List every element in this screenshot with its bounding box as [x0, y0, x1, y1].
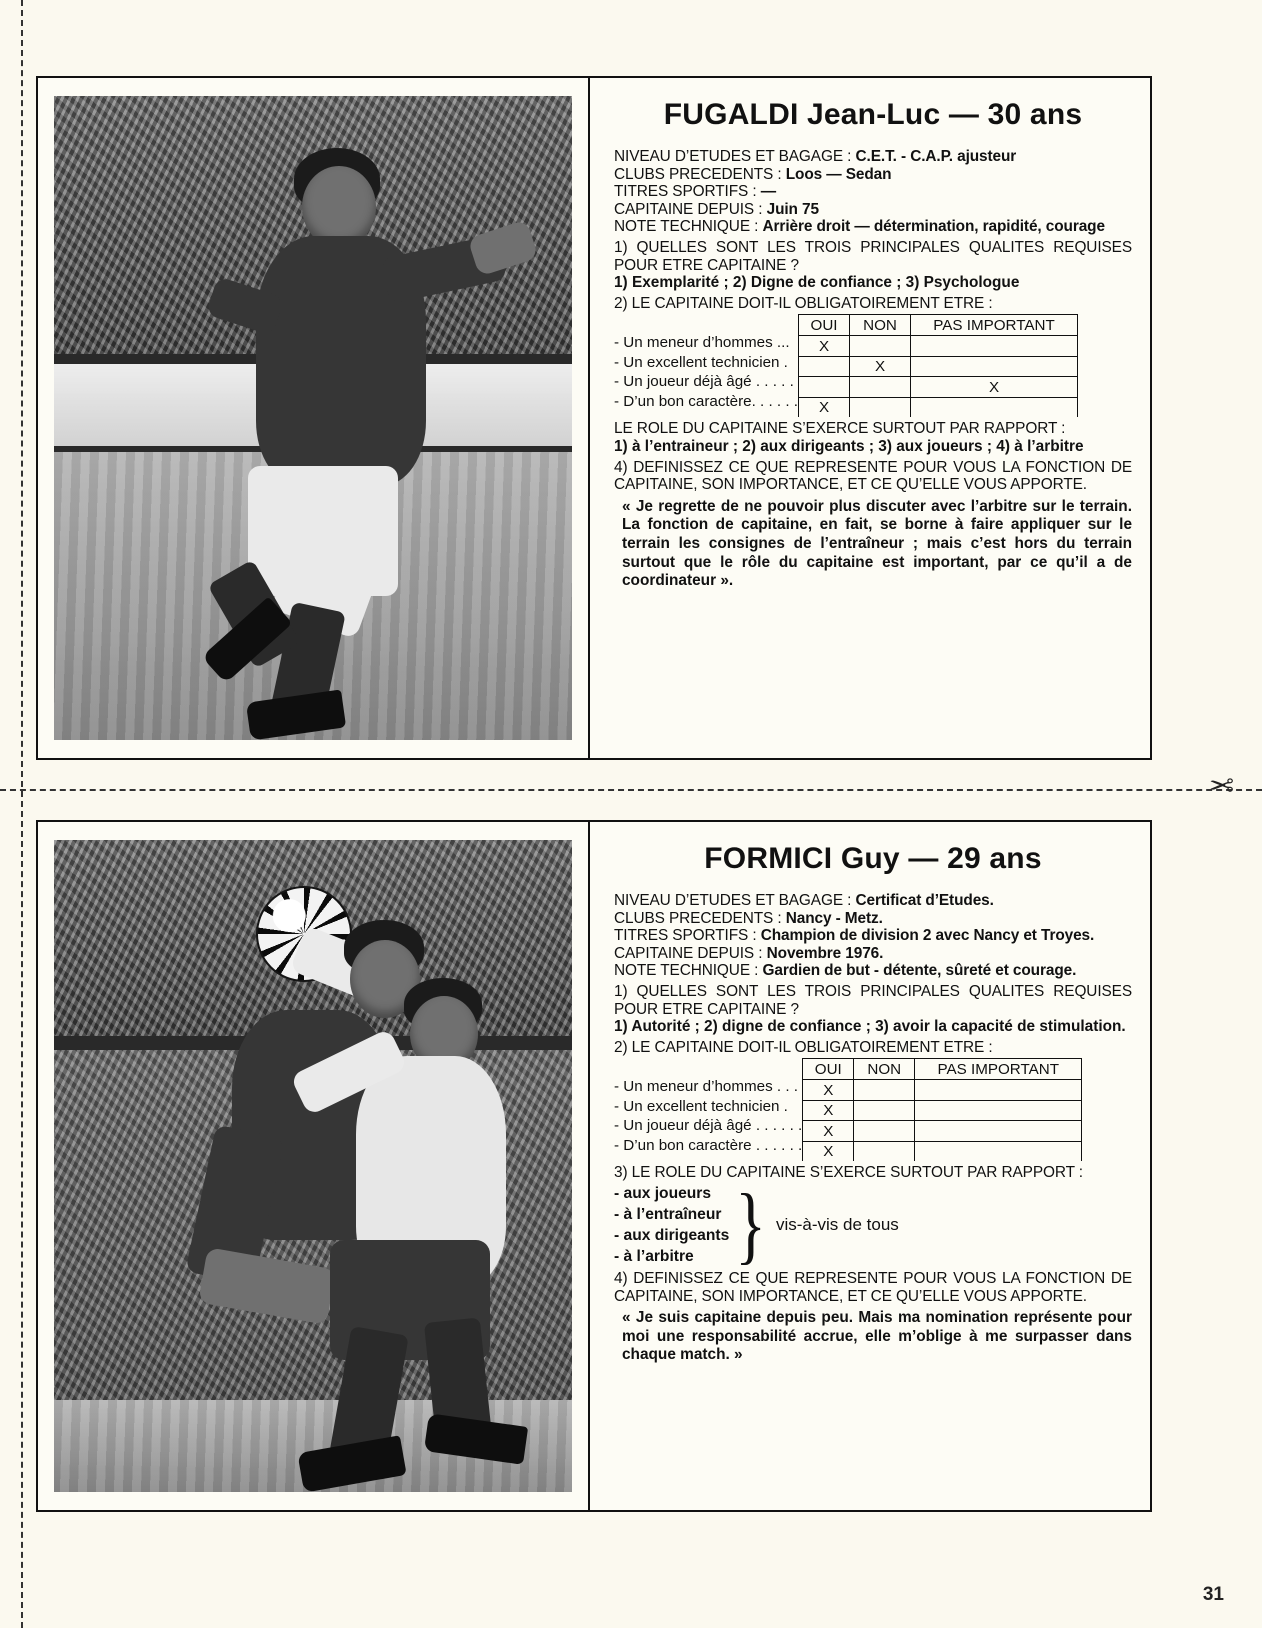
- player-photo-formici: [54, 840, 572, 1492]
- col-header-oui: OUI: [799, 315, 850, 336]
- col-header-non: NON: [854, 1059, 915, 1080]
- col-header-oui: OUI: [803, 1059, 854, 1080]
- cell-non[interactable]: [850, 356, 911, 377]
- table-row: [803, 1080, 1082, 1101]
- photo-figure: [144, 860, 504, 1492]
- player-name: [614, 98, 1132, 132]
- player-name: [614, 842, 1132, 876]
- field-note-technique: NOTE TECHNIQUE : Gardien de but - détente, sûreté et courage.: [614, 962, 1077, 980]
- page-number: 31: [1202, 1584, 1224, 1605]
- player-card-formici: [36, 820, 1152, 1512]
- cell-pas-important[interactable]: [915, 1141, 1082, 1161]
- cell-oui[interactable]: [803, 1100, 854, 1121]
- cell-pas-important[interactable]: [911, 397, 1078, 417]
- table-row: [799, 356, 1078, 377]
- cell-non[interactable]: [850, 377, 911, 398]
- photo-figure: [184, 136, 494, 736]
- criteria-table: [802, 1058, 1082, 1161]
- question-1: 1) QUELLES SONT LES TROIS PRINCIPALES QUALITES REQUISES POUR ETRE CAPITAINE ?: [614, 238, 1132, 274]
- cell-pas-important[interactable]: [911, 336, 1078, 357]
- question-3: 3) LE ROLE DU CAPITAINE S’EXERCE SURTOUT PAR RAPPORT :: [614, 1164, 1083, 1182]
- table-row: [803, 1121, 1082, 1142]
- player-info-formici: [590, 822, 1150, 1510]
- photo-pane: [38, 78, 590, 758]
- question-4: 4) DEFINISSEZ CE QUE REPRESENTE POUR VOUS LA FONCTION DE CAPITAINE, SON IMPORTANCE, ET CE QU’ELLE VOUS APPORTE.: [614, 1269, 1132, 1305]
- col-header-pas-important: PAS IMPORTANT: [915, 1059, 1082, 1080]
- criteria-labels: [614, 1058, 802, 1155]
- answer-1: 1) Exemplarité ; 2) Digne de confiance ; 3) Psychologue: [614, 274, 1020, 292]
- brace-list-item: - à l’entraîneur: [614, 1205, 722, 1223]
- player-quote: « Je suis capitaine depuis peu. Mais ma nomination représente pour moi une responsabilité accrue, elle m’oblige à me surpasser dans chaque match. »: [622, 1309, 1132, 1364]
- cell-oui[interactable]: [803, 1141, 854, 1161]
- field-niveau-etudes: NIVEAU D’ETUDES ET BAGAGE : Certificat d’Etudes.: [614, 892, 994, 909]
- cut-line-horizontal: [0, 789, 1262, 791]
- cut-line-vertical: [21, 0, 23, 1628]
- cell-non[interactable]: [854, 1121, 915, 1142]
- table-row: [799, 397, 1078, 417]
- player-age: — 29 ans: [908, 842, 1042, 875]
- player-quote: « Je regrette de ne pouvoir plus discuter avec l’arbitre sur le terrain. La fonction de capitaine, en fait, se borne à faire appliquer sur le terrain les consignes de l’entraîneur ; mais c’est hors du terrain surtout que le rôle du capitaine est important, par ce qu’il a de coordinateur ».: [622, 497, 1132, 590]
- cell-pas-important[interactable]: [915, 1080, 1082, 1101]
- criteria-label-row: - Un excellent technicien .: [614, 1097, 788, 1115]
- field-clubs-precedents: CLUBS PRECEDENTS : Loos — Sedan: [614, 165, 892, 183]
- player-given-name: Guy: [840, 842, 900, 875]
- question-3: LE ROLE DU CAPITAINE S’EXERCE SURTOUT PAR RAPPORT :: [614, 420, 1066, 438]
- brace-list-item: - aux joueurs: [614, 1184, 712, 1202]
- criteria-label-row: - Un meneur d’hommes . . .: [614, 1078, 799, 1096]
- col-header-non: NON: [850, 315, 911, 336]
- cell-oui[interactable]: [799, 397, 850, 417]
- player-surname: FUGALDI: [663, 98, 799, 131]
- criteria-labels: [614, 314, 798, 411]
- cell-pas-important[interactable]: [915, 1100, 1082, 1121]
- scissors-icon: ✂: [1208, 770, 1234, 803]
- criteria-label-row: - Un excellent technicien .: [614, 353, 788, 371]
- criteria-table: [798, 314, 1078, 417]
- criteria-label-row: - D’un bon caractère. . . . . .: [614, 392, 799, 410]
- brace-tail-label: vis-à-vis de tous: [775, 1214, 899, 1234]
- table-row: [803, 1141, 1082, 1161]
- question-4: 4) DEFINISSEZ CE QUE REPRESENTE POUR VOUS LA FONCTION DE CAPITAINE, SON IMPORTANCE, ET CE QU’ELLE VOUS APPORTE.: [614, 458, 1132, 494]
- cell-non[interactable]: [850, 397, 911, 417]
- cell-non[interactable]: [854, 1141, 915, 1161]
- player-age: — 30 ans: [948, 98, 1083, 131]
- field-titres-sportifs: TITRES SPORTIFS : —: [614, 183, 777, 201]
- cell-pas-important[interactable]: [915, 1121, 1082, 1142]
- criteria-label-row: - Un joueur déjà âgé . . . . . .: [614, 1117, 803, 1135]
- cell-non[interactable]: [854, 1080, 915, 1101]
- field-niveau-etudes: NIVEAU D’ETUDES ET BAGAGE : C.E.T. - C.A.P. ajusteur: [614, 148, 1017, 165]
- cell-pas-important[interactable]: [911, 356, 1078, 377]
- field-note-technique: NOTE TECHNIQUE : Arrière droit — détermination, rapidité, courage: [614, 218, 1105, 236]
- player-card-fugaldi: [36, 76, 1152, 760]
- player-info-fugaldi: [590, 78, 1150, 758]
- cell-oui[interactable]: [803, 1121, 854, 1142]
- curly-brace-icon: }: [735, 1176, 766, 1273]
- col-header-pas-important: PAS IMPORTANT: [911, 315, 1078, 336]
- role-brace-list: [614, 1176, 1132, 1273]
- cell-oui[interactable]: [799, 336, 850, 357]
- table-row: [803, 1100, 1082, 1121]
- player-surname: FORMICI: [704, 842, 833, 875]
- field-capitaine-depuis: CAPITAINE DEPUIS : Juin 75: [614, 200, 819, 218]
- question-2: 2) LE CAPITAINE DOIT-IL OBLIGATOIREMENT ETRE :: [614, 294, 993, 312]
- player-given-name: Jean-Luc: [807, 98, 941, 131]
- cell-non[interactable]: [854, 1100, 915, 1121]
- question-2: 2) LE CAPITAINE DOIT-IL OBLIGATOIREMENT ETRE :: [614, 1038, 993, 1056]
- field-titres-sportifs: TITRES SPORTIFS : Champion de division 2 avec Nancy et Troyes.: [614, 927, 1095, 945]
- cell-pas-important[interactable]: [911, 377, 1078, 398]
- answer-3: 1) à l’entraineur ; 2) aux dirigeants ; 3) aux joueurs ; 4) à l’arbitre: [614, 437, 1084, 455]
- criteria-table-block: [614, 314, 1132, 417]
- table-row: [799, 336, 1078, 357]
- photo-pane: [38, 822, 590, 1510]
- table-row: [799, 377, 1078, 398]
- criteria-label-row: - Un joueur déjà âgé . . . . .: [614, 373, 794, 391]
- brace-list-item: - à l’arbitre: [614, 1247, 694, 1265]
- criteria-label-row: - D’un bon caractère . . . . . .: [614, 1136, 803, 1154]
- question-1: 1) QUELLES SONT LES TROIS PRINCIPALES QUALITES REQUISES POUR ETRE CAPITAINE ?: [614, 982, 1132, 1018]
- cell-oui[interactable]: [803, 1080, 854, 1101]
- answer-1: 1) Autorité ; 2) digne de confiance ; 3) avoir la capacité de stimulation.: [614, 1018, 1126, 1036]
- criteria-table-block: [614, 1058, 1132, 1161]
- field-clubs-precedents: CLUBS PRECEDENTS : Nancy - Metz.: [614, 909, 883, 927]
- criteria-label-row: - Un meneur d’hommes ...: [614, 334, 790, 352]
- cell-oui[interactable]: [799, 356, 850, 377]
- brace-list-item: - aux dirigeants: [614, 1226, 730, 1244]
- cell-oui[interactable]: [799, 377, 850, 398]
- cell-non[interactable]: [850, 336, 911, 357]
- field-capitaine-depuis: CAPITAINE DEPUIS : Novembre 1976.: [614, 944, 884, 962]
- player-photo-fugaldi: [54, 96, 572, 740]
